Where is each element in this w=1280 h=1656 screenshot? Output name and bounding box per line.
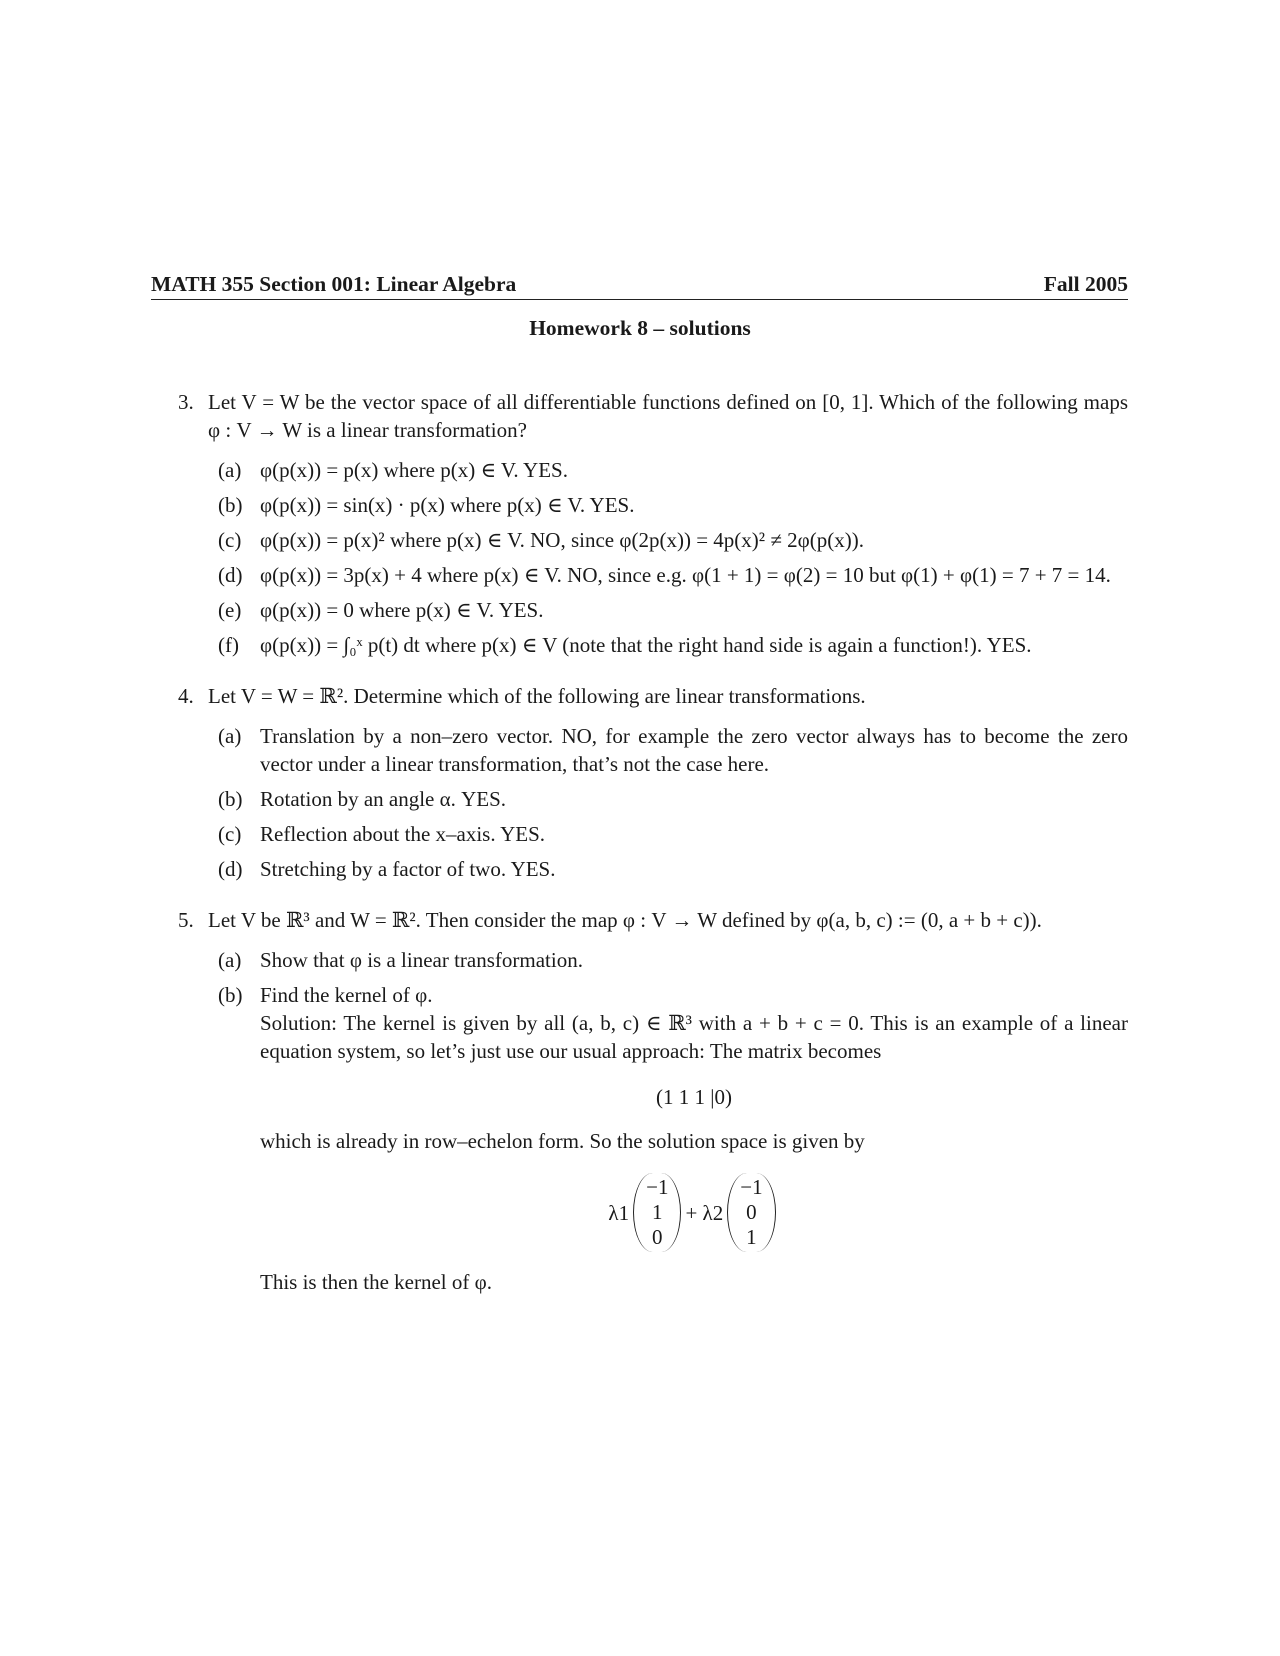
item-label: (b) xyxy=(218,493,243,517)
item-text: Show that φ is a linear transformation. xyxy=(260,948,583,972)
list-item xyxy=(218,456,1128,484)
item-text: φ(p(x)) = ∫₀ˣ p(t) dt where p(x) ∈ V (note that the right hand side is again a function!). YES. xyxy=(260,633,1032,657)
item-label: (c) xyxy=(218,822,242,846)
list-item xyxy=(218,491,1128,519)
basis-vector-2 xyxy=(727,1173,775,1252)
item-label: (b) xyxy=(218,787,243,811)
problem-intro: Let V be ℝ³ and W = ℝ². Then consider the map φ : V → W defined by φ(a, b, c) := (0, a + b + c)). xyxy=(208,908,1042,932)
term: Fall 2005 xyxy=(1043,272,1128,296)
solution-text: Solution: The kernel is given by all (a, b, c) ∈ ℝ³ with a + b + c = 0. This is an example of a linear equation system, so let’s just use our usual approach: The matrix becomes xyxy=(260,1011,1128,1063)
item-label: (d) xyxy=(218,563,243,587)
item-text: Rotation by an angle α. YES. xyxy=(260,787,507,811)
item-text: φ(p(x)) = 3p(x) + 4 where p(x) ∈ V. NO, since e.g. φ(1 + 1) = φ(2) = 10 but φ(1) + φ(1) = 7 + 7 = 14. xyxy=(260,563,1111,587)
page-title: Homework 8 – solutions xyxy=(529,316,751,340)
problem-3-items xyxy=(218,456,1128,659)
item-text: Reflection about the x–axis. YES. xyxy=(260,822,545,846)
lambda-1: λ1 xyxy=(608,1200,630,1225)
basis-vector-1 xyxy=(633,1173,681,1252)
vector-entry: 0 xyxy=(652,1225,663,1249)
problem-number: 3. xyxy=(178,390,194,414)
list-item xyxy=(218,820,1128,848)
problem-5 xyxy=(178,906,1128,1296)
problem-5-items xyxy=(218,946,1128,1296)
item-label: (d) xyxy=(218,857,243,881)
problem-3 xyxy=(178,388,1128,659)
vector-entry: 0 xyxy=(746,1200,757,1224)
item-text: φ(p(x)) = p(x)² where p(x) ∈ V. NO, since φ(2p(x)) = 4p(x)² ≠ 2φ(p(x)). xyxy=(260,528,864,552)
list-item xyxy=(218,946,1128,974)
document-header xyxy=(151,270,1128,300)
content xyxy=(178,388,1128,1303)
item-text: Translation by a non–zero vector. NO, for example the zero vector always has to become the zero vector under a linear transformation, that’s not the case here. xyxy=(260,724,1128,776)
problem-4 xyxy=(178,682,1128,883)
solution-space-formula xyxy=(260,1173,1128,1252)
list-item xyxy=(218,596,1128,624)
item-label: (e) xyxy=(218,598,242,622)
item-label: (a) xyxy=(218,458,242,482)
item-text: Stretching by a factor of two. YES. xyxy=(260,857,556,881)
list-item xyxy=(218,631,1128,659)
problem-4-items xyxy=(218,722,1128,883)
vector-entry: 1 xyxy=(652,1200,663,1224)
conclusion-text: This is then the kernel of φ. xyxy=(260,1270,492,1294)
item-label: (f) xyxy=(218,633,239,657)
list-item xyxy=(218,561,1128,589)
course-title: MATH 355 Section 001: Linear Algebra xyxy=(151,272,517,296)
problem-intro: Let V = W = ℝ². Determine which of the following are linear transformations. xyxy=(208,684,866,708)
item-label: (c) xyxy=(218,528,242,552)
vector-combination xyxy=(608,1173,779,1252)
vector-entry: 1 xyxy=(746,1225,757,1249)
list-item xyxy=(218,722,1128,778)
item-label: (a) xyxy=(218,948,242,972)
list-item xyxy=(218,981,1128,1296)
vector-entry: −1 xyxy=(740,1175,763,1199)
item-label: (b) xyxy=(218,983,243,1007)
item-text: Find the kernel of φ. xyxy=(260,983,433,1007)
problem-number: 5. xyxy=(178,908,194,932)
item-text: φ(p(x)) = p(x) where p(x) ∈ V. YES. xyxy=(260,458,568,482)
list-item xyxy=(218,785,1128,813)
solution-space-text: which is already in row–echelon form. So the solution space is given by xyxy=(260,1129,865,1153)
vector-entry: −1 xyxy=(646,1175,669,1199)
item-text: φ(p(x)) = sin(x) · p(x) where p(x) ∈ V. YES. xyxy=(260,493,635,517)
item-text: φ(p(x)) = 0 where p(x) ∈ V. YES. xyxy=(260,598,544,622)
plus-lambda-2: + λ2 xyxy=(685,1200,724,1225)
list-item xyxy=(218,855,1128,883)
list-item xyxy=(218,526,1128,554)
item-label: (a) xyxy=(218,724,242,748)
augmented-matrix: (1 1 1 |0) xyxy=(656,1085,732,1109)
problem-intro: Let V = W be the vector space of all differentiable functions defined on [0, 1]. Which of the following maps φ : V → W is a linear transformation? xyxy=(208,390,1128,442)
problem-number: 4. xyxy=(178,684,194,708)
